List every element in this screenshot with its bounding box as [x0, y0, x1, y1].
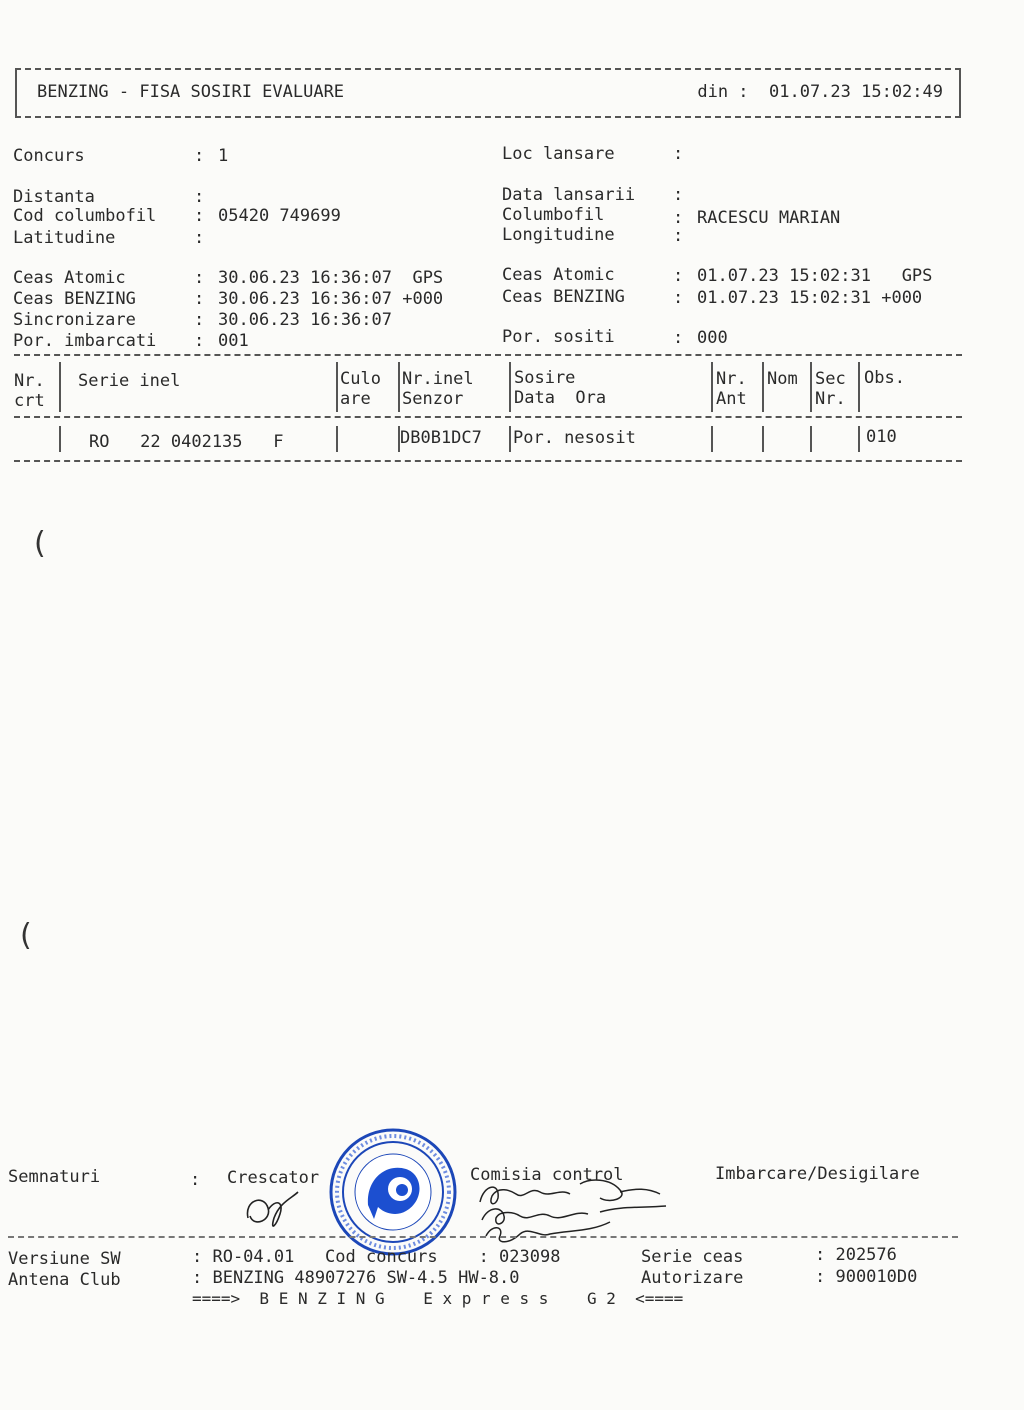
- info-label-latitudine: Latitudine: [13, 228, 116, 248]
- footer-comisia: Comisia control: [470, 1165, 624, 1185]
- table-col-divider: [711, 426, 713, 452]
- table-rule: [14, 416, 962, 418]
- col-header-culoare-sub: are: [340, 389, 371, 409]
- info-value-por-imbarcati: 001: [218, 331, 249, 351]
- table-col-divider: [762, 362, 764, 412]
- table-col-divider: [398, 362, 400, 412]
- info-label-distanta: Distanta: [13, 187, 95, 207]
- row-sosire: Por. nesosit: [513, 428, 636, 448]
- info-sep: :: [194, 268, 205, 288]
- info-value-ceas-atomic: 30.06.23 16:36:07 GPS: [218, 268, 444, 288]
- info-sep: :: [673, 328, 684, 348]
- info-label-cod-columbofil: Cod columbofil: [13, 206, 157, 226]
- info-sep: :: [194, 228, 205, 248]
- info-value-sincronizare: 30.06.23 16:36:07: [218, 310, 392, 330]
- col-header-sec-sub: Nr.: [815, 389, 846, 409]
- header-box: [15, 68, 961, 118]
- col-header-sosire-sub: Data Ora: [514, 388, 607, 408]
- col-header-nr: Nr.: [14, 371, 45, 391]
- info-value-ceas-atomic-right: 01.07.23 15:02:31 GPS: [697, 266, 933, 286]
- info-sep: :: [194, 206, 205, 226]
- info-sep: :: [194, 310, 205, 330]
- col-header-nom: Nom: [767, 369, 798, 389]
- col-header-ant-sub: Ant: [716, 389, 747, 409]
- info-label-sincronizare: Sincronizare: [13, 310, 136, 330]
- row-obs: 010: [866, 427, 897, 447]
- info-label-concurs: Concurs: [13, 146, 85, 166]
- comisia-signatures: [470, 1176, 680, 1256]
- info-sep: :: [673, 208, 684, 228]
- table-col-divider: [810, 426, 812, 452]
- col-header-serie: Serie inel: [78, 371, 181, 391]
- arrivals-table: [14, 354, 962, 462]
- footer-imbarcare: Imbarcare/Desigilare: [715, 1164, 920, 1184]
- footer-autorizare-label: Autorizare: [641, 1268, 744, 1288]
- info-sep: :: [673, 288, 684, 308]
- table-col-divider: [59, 362, 61, 412]
- info-label-ceas-benzing-right: Ceas BENZING: [502, 287, 625, 307]
- table-col-divider: [336, 362, 338, 412]
- info-label-ceas-atomic: Ceas Atomic: [13, 268, 126, 288]
- col-header-nr-sub: crt: [14, 391, 45, 411]
- table-col-divider: [336, 426, 338, 452]
- info-label-data-lansarii: Data lansarii: [502, 185, 636, 205]
- info-sep: :: [194, 289, 205, 309]
- info-value-ceas-benzing: 30.06.23 16:36:07 +000: [218, 289, 444, 309]
- col-header-obs: Obs.: [864, 368, 905, 388]
- row-serie-inel: RO 22 0402135 F: [89, 432, 284, 452]
- footer-antena-label: Antena Club: [8, 1270, 121, 1290]
- info-value-por-sositi: 000: [697, 328, 728, 348]
- table-col-divider: [509, 426, 511, 452]
- info-sep: :: [673, 266, 684, 286]
- footer-serie-ceas-label: Serie ceas: [641, 1247, 744, 1267]
- footer-antena-value: : BENZING 48907276 SW-4.5 HW-8.0: [192, 1268, 520, 1288]
- col-header-senzor-sub: Senzor: [402, 389, 464, 409]
- footer-banner: ====> B E N Z I N G E x p r e s s G 2 <====: [192, 1289, 684, 1308]
- info-sep: :: [194, 187, 205, 207]
- footer-crescator: Crescator: [227, 1168, 320, 1188]
- info-sep: :: [194, 146, 205, 166]
- table-col-divider: [59, 426, 61, 452]
- footer-versiune-value: : RO-04.01 Cod concurs : 023098: [192, 1247, 561, 1267]
- footer-versiune-label: Versiune SW: [8, 1249, 121, 1269]
- col-header-ant: Nr.: [716, 369, 747, 389]
- info-label-ceas-atomic-right: Ceas Atomic: [502, 265, 615, 285]
- footer-rule: [8, 1236, 958, 1238]
- info-value-ceas-benzing-right: 01.07.23 15:02:31 +000: [697, 288, 923, 308]
- info-label-loc-lansare: Loc lansare: [502, 144, 615, 164]
- footer-semnaturi-label: Semnaturi: [8, 1167, 101, 1187]
- info-label-columbofil: Columbofil: [502, 205, 605, 225]
- table-rule: [14, 354, 962, 356]
- stray-mark: (: [20, 918, 32, 953]
- footer-autorizare-value: : 900010D0: [815, 1267, 918, 1287]
- table-col-divider: [509, 362, 511, 412]
- info-label-longitudine: Longitudine: [502, 225, 615, 245]
- info-value-columbofil: RACESCU MARIAN: [697, 208, 841, 228]
- footer-sep: :: [190, 1170, 201, 1190]
- info-sep: :: [673, 185, 684, 205]
- col-header-culoare: Culo: [340, 369, 381, 389]
- info-value-concurs: 1: [218, 146, 229, 166]
- table-col-divider: [858, 362, 860, 412]
- stray-mark: (: [34, 526, 46, 561]
- col-header-sec: Sec: [815, 369, 846, 389]
- row-senzor: DB0B1DC7: [400, 428, 482, 448]
- info-sep: :: [673, 226, 684, 246]
- table-col-divider: [762, 426, 764, 452]
- info-label-ceas-benzing: Ceas BENZING: [13, 289, 136, 309]
- col-header-senzor: Nr.inel: [402, 369, 474, 389]
- footer-serie-ceas-value: : 202576: [815, 1245, 897, 1265]
- table-col-divider: [858, 426, 860, 452]
- info-label-por-sositi: Por. sositi: [502, 327, 615, 347]
- col-header-sosire: Sosire: [514, 368, 576, 388]
- info-sep: :: [673, 144, 684, 164]
- document-title: BENZING - FISA SOSIRI EVALUARE: [37, 82, 345, 102]
- table-col-divider: [711, 362, 713, 412]
- table-rule: [14, 460, 962, 462]
- table-col-divider: [810, 362, 812, 412]
- crescator-signature: [240, 1188, 310, 1238]
- info-label-por-imbarcati: Por. imbarcati: [13, 331, 157, 351]
- info-value-cod-columbofil: 05420 749699: [218, 206, 341, 226]
- document-date: din : 01.07.23 15:02:49: [697, 82, 943, 102]
- info-sep: :: [194, 331, 205, 351]
